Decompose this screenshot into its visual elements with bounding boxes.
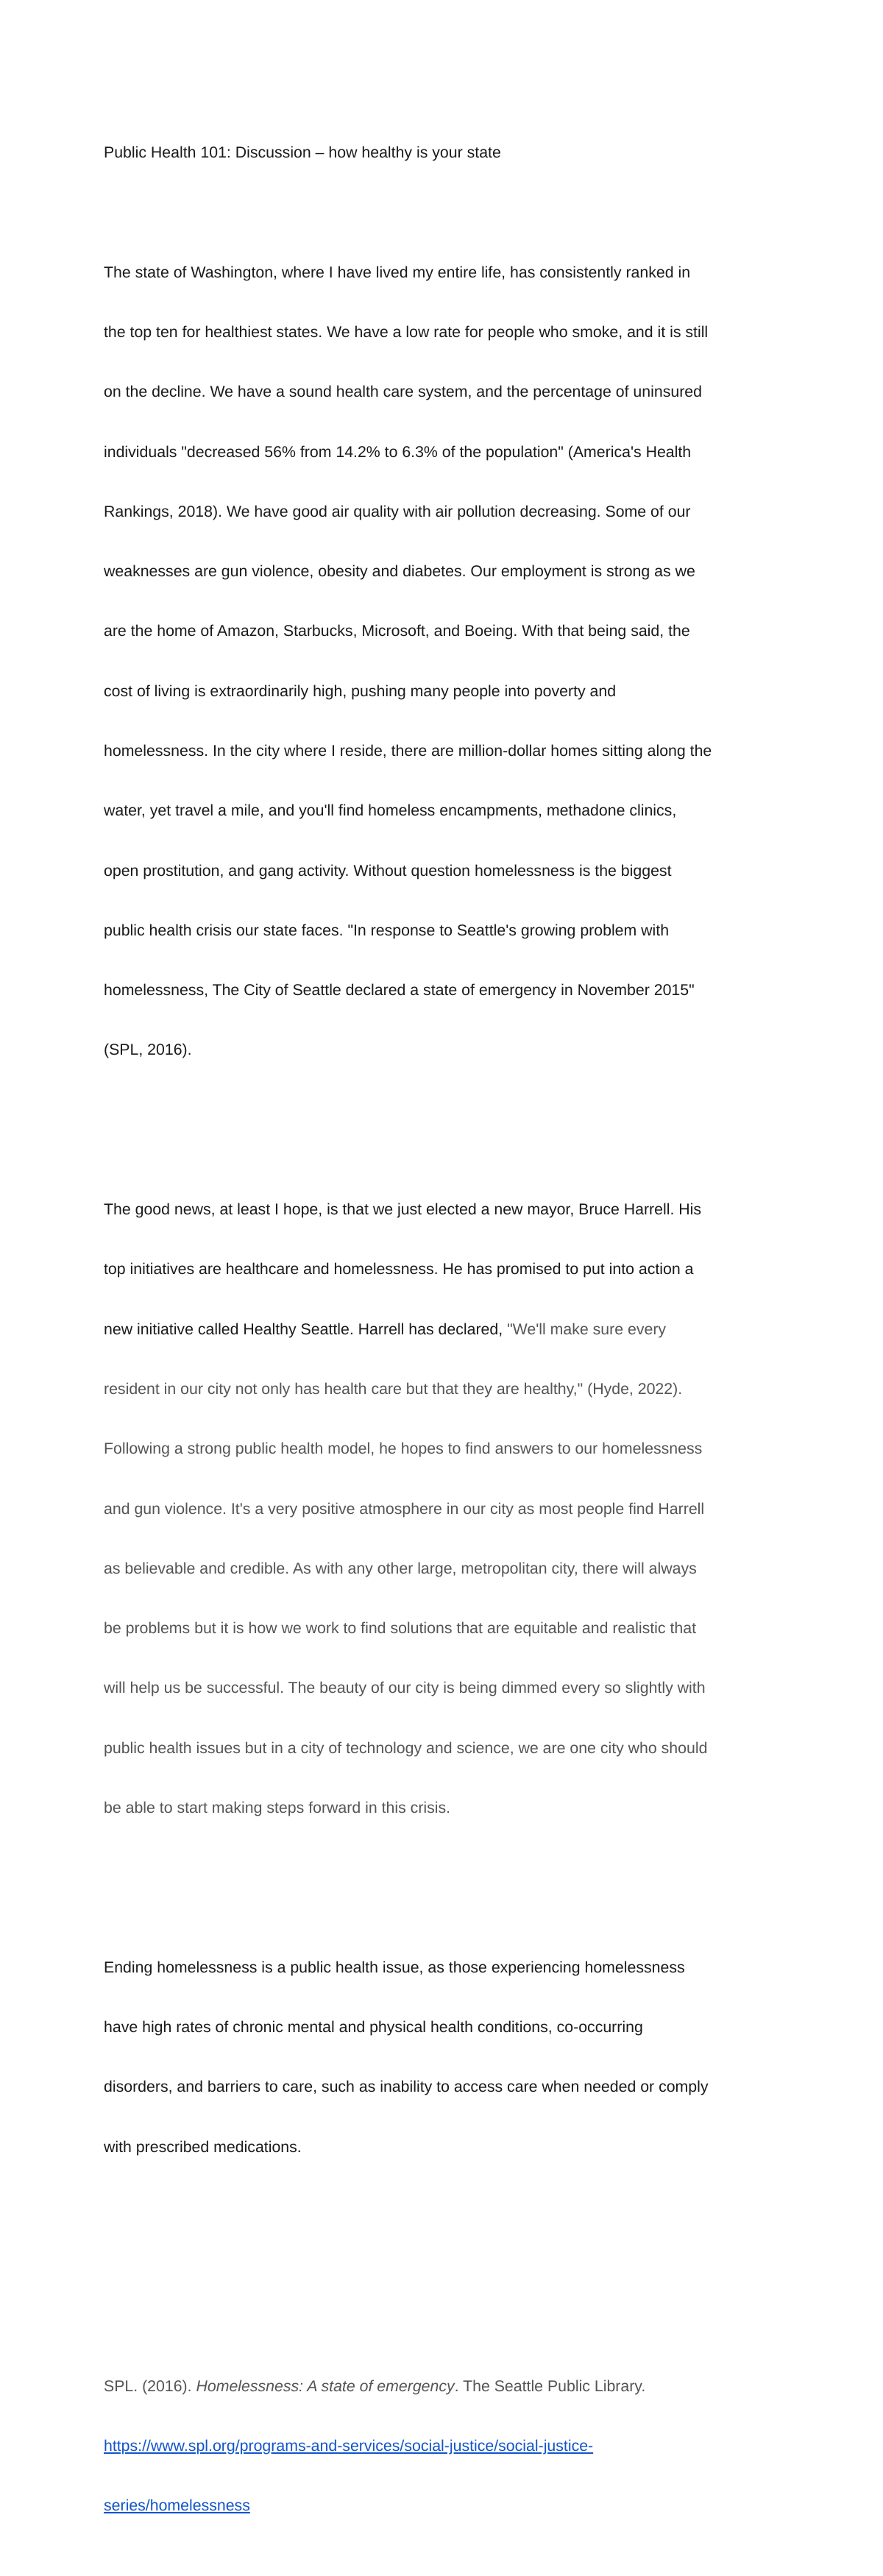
document-page bbox=[104, 103, 784, 2576]
paragraph-line: The good news, at least I hope, is that we just elected a new mayor, Bruce Harrell. His bbox=[104, 1200, 702, 1219]
reference-citation bbox=[104, 2377, 784, 2396]
paragraph-line: are the home of Amazon, Starbucks, Microsoft, and Boeing. With that being said, the bbox=[104, 622, 690, 640]
paragraph-washington-health bbox=[104, 223, 784, 1100]
paragraph-line: cost of living is extraordinarily high, pushing many people into poverty and bbox=[104, 682, 617, 700]
paragraph-line: water, yet travel a mile, and you'll find homeless encampments, methadone clinics, bbox=[104, 802, 677, 820]
paragraph-line: resident in our city not only has health care but that they are healthy," (Hyde, 2022). bbox=[104, 1380, 683, 1398]
paragraph-line: top initiatives are healthcare and homelessness. He has promised to put into action a bbox=[104, 1260, 694, 1278]
paragraph-line: have high rates of chronic mental and physical health conditions, co-occurring bbox=[104, 2018, 643, 2036]
reference-link-continued[interactable]: series/homelessness bbox=[104, 2497, 250, 2515]
paragraph-line: (SPL, 2016). bbox=[104, 1041, 192, 1059]
paragraph-line: weaknesses are gun violence, obesity and diabetes. Our employment is strong as we bbox=[104, 562, 695, 581]
paragraph-line: as believable and credible. As with any other large, metropolitan city, there will always bbox=[104, 1559, 697, 1577]
document-title: Public Health 101: Discussion – how healthy is your state bbox=[104, 144, 501, 162]
paragraph-line: with prescribed medications. bbox=[104, 2137, 302, 2156]
paragraph-line: Rankings, 2018). We have good air quality with air pollution decreasing. Some of our bbox=[104, 502, 691, 520]
paragraph-line: will help us be successful. The beauty of our city is being dimmed every so slightly with bbox=[104, 1679, 706, 1697]
paragraph-line: Following a strong public health model, he hopes to find answers to our homelessness bbox=[104, 1440, 703, 1458]
paragraph-line: homelessness, The City of Seattle declared a state of emergency in November 2015" bbox=[104, 981, 695, 999]
paragraph-line: be problems but it is how we work to find solutions that are equitable and realistic that bbox=[104, 1619, 696, 1638]
reference-suffix: . The Seattle Public Library. bbox=[454, 2377, 646, 2395]
paragraph-line: individuals "decreased 56% from 14.2% to 6.3% of the population" (America's Health bbox=[104, 442, 692, 461]
reference-url-line bbox=[104, 2436, 784, 2456]
paragraph-line bbox=[104, 1320, 784, 1340]
paragraph-line: homelessness. In the city where I reside, there are million-dollar homes sitting along the bbox=[104, 742, 712, 760]
paragraph-line: be able to start making steps forward in this crisis. bbox=[104, 1798, 451, 1816]
quote-text: "We'll make sure every bbox=[507, 1320, 667, 1338]
reference-title: Homelessness: A state of emergency bbox=[196, 2377, 455, 2395]
reference-url-line bbox=[104, 2496, 784, 2516]
paragraph-line: public health issues but in a city of technology and science, we are one city who should bbox=[104, 1738, 708, 1757]
blank-line bbox=[104, 2257, 784, 2276]
paragraph-line: public health crisis our state faces. "In response to Seattle's growing problem with bbox=[104, 921, 670, 939]
paragraph-line: open prostitution, and gang activity. Without question homelessness is the biggest bbox=[104, 861, 672, 880]
paragraph-line: Ending homelessness is a public health issue, as those experiencing homelessness bbox=[104, 1958, 685, 1976]
paragraph-new-mayor bbox=[104, 1160, 784, 1858]
paragraph-ending-homelessness bbox=[104, 1918, 784, 2197]
paragraph-line: disorders, and barriers to care, such as inability to access care when needed or comply bbox=[104, 2078, 709, 2096]
paragraph-line: on the decline. We have a sound health care system, and the percentage of uninsured bbox=[104, 383, 702, 401]
reference-entry bbox=[104, 2337, 784, 2556]
reference-link[interactable]: https://www.spl.org/programs-and-services/social-justice/social-justice- bbox=[104, 2436, 594, 2455]
reference-prefix: SPL. (2016). bbox=[104, 2377, 196, 2395]
paragraph-line: and gun violence. It's a very positive atmosphere in our city as most people find Harrell bbox=[104, 1499, 705, 1518]
paragraph-text: new initiative called Healthy Seattle. Harrell has declared, bbox=[104, 1320, 508, 1338]
paragraph-line: The state of Washington, where I have lived my entire life, has consistently ranked in bbox=[104, 263, 691, 281]
paragraph-line: the top ten for healthiest states. We have a low rate for people who smoke, and it is still bbox=[104, 323, 709, 342]
